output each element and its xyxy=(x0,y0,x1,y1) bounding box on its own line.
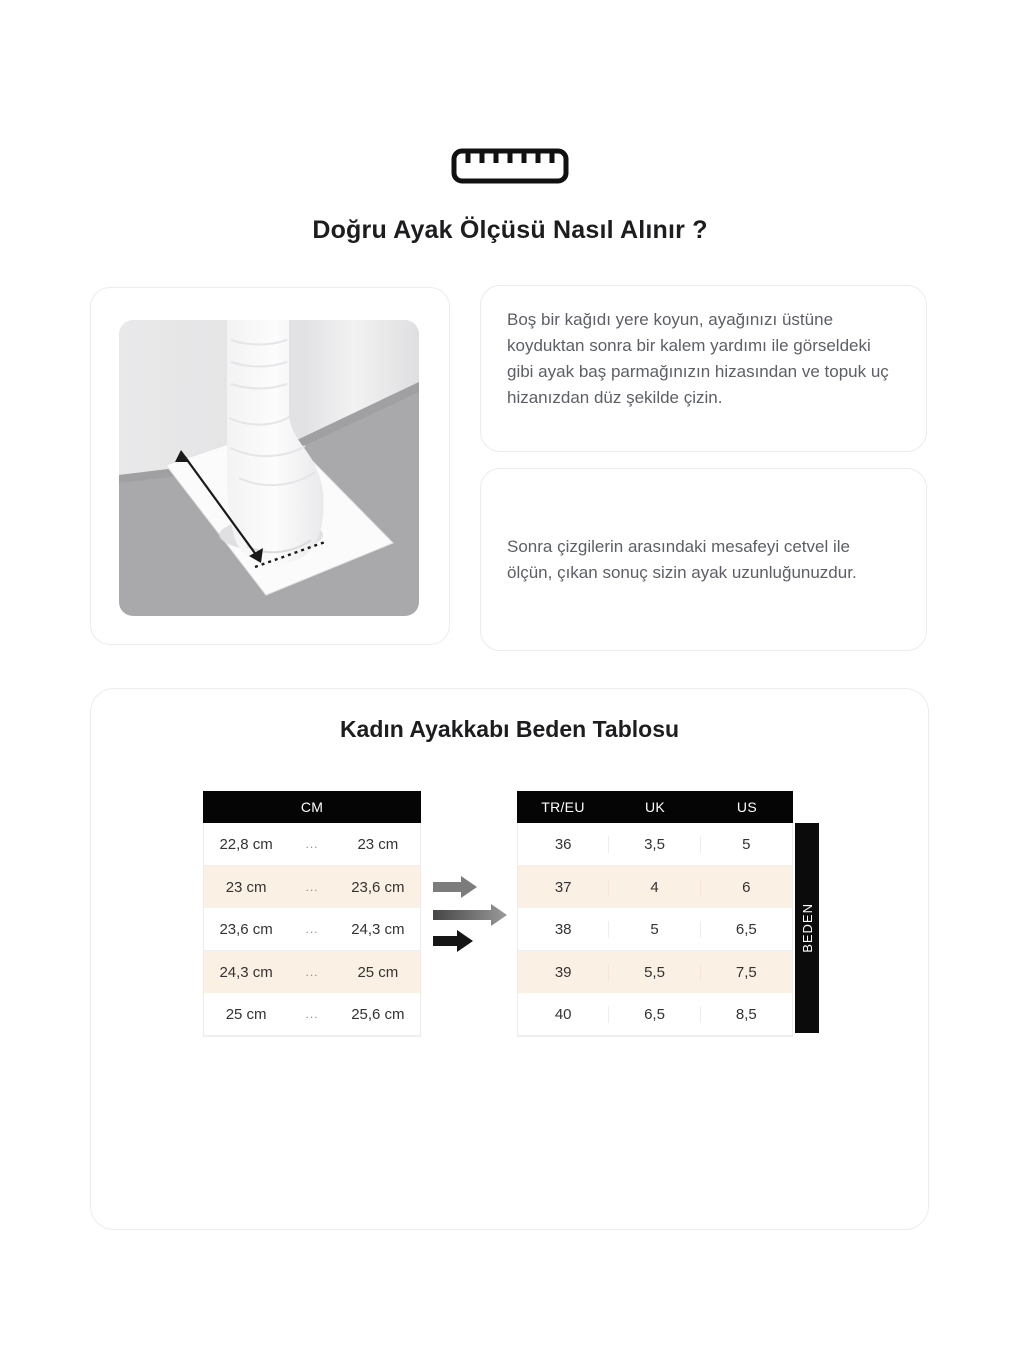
foot-measure-photo xyxy=(119,320,419,616)
shoe-size-row: 40 6,5 8,5 xyxy=(518,993,792,1036)
shoe-size-row: 36 3,5 5 xyxy=(518,823,792,866)
cm-table-row: 23,6 cm ... 24,3 cm xyxy=(204,908,420,951)
instruction-step-2-card xyxy=(480,468,927,651)
size-table-title: Kadın Ayakkabı Beden Tablosu xyxy=(339,716,680,742)
size-table-section xyxy=(90,688,929,1230)
shoe-size-row: 38 5 6,5 xyxy=(518,908,792,951)
instruction-step-2-text: Sonra çizgilerin arasındaki mesafeyi cetvel ile ölçün, çıkan sonuç sizin ayak uzunluğunuzdur. xyxy=(507,536,857,582)
shoe-size-table xyxy=(517,791,793,1037)
page-title: Doğru Ayak Ölçüsü Nasıl Alınır ? xyxy=(312,216,708,244)
arrows-right-icon xyxy=(431,874,511,956)
cm-table-header: CM xyxy=(203,791,421,823)
ruler-icon xyxy=(451,148,569,184)
cm-table-row: 23 cm ... 23,6 cm xyxy=(204,866,420,908)
shoe-size-row: 39 5,5 7,5 xyxy=(518,951,792,993)
foot-measure-photo-card xyxy=(90,287,450,645)
cm-table-row: 25 cm ... 25,6 cm xyxy=(204,993,420,1036)
instruction-step-1-card xyxy=(480,285,927,452)
cm-table-row: 22,8 cm ... 23 cm xyxy=(204,823,420,866)
cm-range-table xyxy=(203,791,421,1037)
shoe-size-row: 37 4 6 xyxy=(518,866,792,908)
ruler-icon-container xyxy=(0,148,1020,189)
cm-table-row: 24,3 cm ... 25 cm xyxy=(204,951,420,993)
beden-vertical-label: BEDEN xyxy=(795,823,819,1033)
shoe-size-table-header: TR/EU UK US xyxy=(517,791,793,823)
instruction-step-1-text: Boş bir kağıdı yere koyun, ayağınızı üstüne koyduktan sonra bir kalem yardımı ile görseldeki gibi ayak baş parmağınızın hizasından ve topuk uç hizanızdan düz şekilde çizin. xyxy=(507,310,889,407)
